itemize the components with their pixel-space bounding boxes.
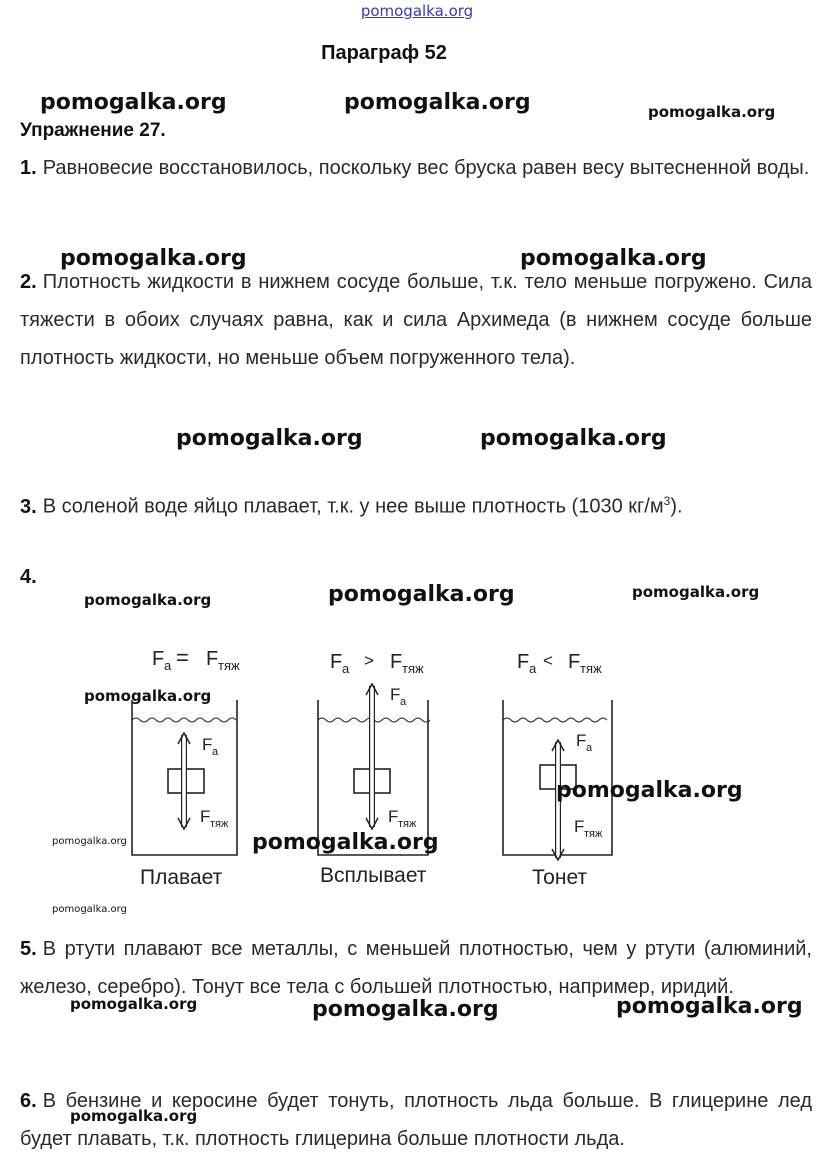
svg-text:a: a xyxy=(586,742,593,754)
watermark: pomogalka.org xyxy=(616,994,803,1019)
answer-number: 3. xyxy=(20,495,37,518)
svg-text:тяж: тяж xyxy=(580,661,602,676)
svg-text:F: F xyxy=(200,807,211,826)
svg-text:тяж: тяж xyxy=(584,828,603,840)
svg-text:F: F xyxy=(202,735,213,754)
svg-text:F: F xyxy=(388,807,399,826)
answer-3 xyxy=(20,482,812,526)
answer-number: 1. xyxy=(20,157,37,179)
svg-text:F: F xyxy=(576,731,587,750)
svg-text:F: F xyxy=(152,648,165,670)
exercise-title: Упражнение 27. xyxy=(20,120,166,141)
svg-text:тяж: тяж xyxy=(402,661,424,676)
svg-text:F: F xyxy=(390,685,401,704)
svg-text:F: F xyxy=(330,651,343,673)
watermark: pomogalka.org xyxy=(328,582,515,607)
svg-text:тяж: тяж xyxy=(398,818,417,830)
caption-float: Плавает xyxy=(140,866,223,889)
vessel-float xyxy=(132,700,237,855)
watermark: pomogalka.org xyxy=(52,904,127,915)
answer-text: Плотность жидкости в нижнем сосуде больше, т.к. тело меньше погружено. Сила тяжести в обоих случаях равна, как и сила Архимеда (в нижнем сосуде больше плотность жидкости, но меньше объем погруженного тела). xyxy=(20,271,812,369)
answer-number: 5. xyxy=(20,938,37,960)
svg-text:>: > xyxy=(364,651,374,670)
answer-number: 2. xyxy=(20,271,37,293)
svg-text:тяж: тяж xyxy=(210,818,229,830)
watermark: pomogalka.org xyxy=(40,90,227,115)
watermark: pomogalka.org xyxy=(520,246,707,271)
svg-text:a: a xyxy=(164,658,172,673)
svg-text:=: = xyxy=(176,645,189,670)
formula-float xyxy=(152,645,240,673)
answer-text: В соленой воде яйцо плавает, т.к. у нее выше плотность (1030 кг/м xyxy=(42,495,664,518)
watermark: pomogalka.org xyxy=(252,830,439,855)
watermark: pomogalka.org xyxy=(70,1107,198,1125)
superscript: 3 xyxy=(663,494,671,508)
header-watermark-link[interactable]: pomogalka.org xyxy=(360,2,474,20)
answer-2 xyxy=(20,263,812,377)
svg-text:F: F xyxy=(206,648,219,670)
watermark: pomogalka.org xyxy=(70,995,198,1013)
answer-1 xyxy=(20,149,812,187)
svg-text:F: F xyxy=(517,651,530,673)
watermark: pomogalka.org xyxy=(556,778,743,803)
caption-sink: Тонет xyxy=(532,866,588,889)
svg-text:тяж: тяж xyxy=(218,658,240,673)
buoyancy-figure xyxy=(0,640,834,900)
formula-rise xyxy=(330,651,424,676)
svg-text:F: F xyxy=(390,651,403,673)
svg-text:a: a xyxy=(529,661,537,676)
answer-number: 4. xyxy=(20,566,37,588)
watermark: pomogalka.org xyxy=(312,997,499,1022)
svg-text:a: a xyxy=(342,661,350,676)
answer-number: 6. xyxy=(20,1090,37,1112)
answer-text: Равновесие восстановилось, поскольку вес бруска равен весу вытесненной воды. xyxy=(42,157,810,179)
page-title: Параграф 52 xyxy=(321,42,447,64)
svg-text:a: a xyxy=(212,746,219,758)
answer-text: В бензине и керосине будет тонуть, плотность льда больше. В глицерине лед будет плавать, т.к. плотность глицерина больше плотности льда. xyxy=(20,1090,812,1150)
svg-text:F: F xyxy=(568,651,581,673)
answer-text: В ртути плавают все металлы, с меньшей плотностью, чем у ртути (алюминий, железо, серебро). Тонут все тела с большей плотностью, например, иридий. xyxy=(20,938,812,998)
svg-text:F: F xyxy=(574,817,585,836)
watermark: pomogalka.org xyxy=(176,426,363,451)
watermark: pomogalka.org xyxy=(648,103,776,121)
watermark: pomogalka.org xyxy=(60,246,247,271)
watermark: pomogalka.org xyxy=(632,583,760,601)
svg-text:a: a xyxy=(400,696,407,708)
formula-sink xyxy=(517,651,602,676)
caption-rise: Всплывает xyxy=(320,864,427,887)
watermark: pomogalka.org xyxy=(480,426,667,451)
answer-text-end: ). xyxy=(670,495,683,518)
watermark: pomogalka.org xyxy=(84,591,212,609)
watermark: pomogalka.org xyxy=(344,90,531,115)
watermark: pomogalka.org xyxy=(52,836,127,847)
watermark: pomogalka.org xyxy=(84,687,212,705)
svg-text:<: < xyxy=(543,651,553,670)
